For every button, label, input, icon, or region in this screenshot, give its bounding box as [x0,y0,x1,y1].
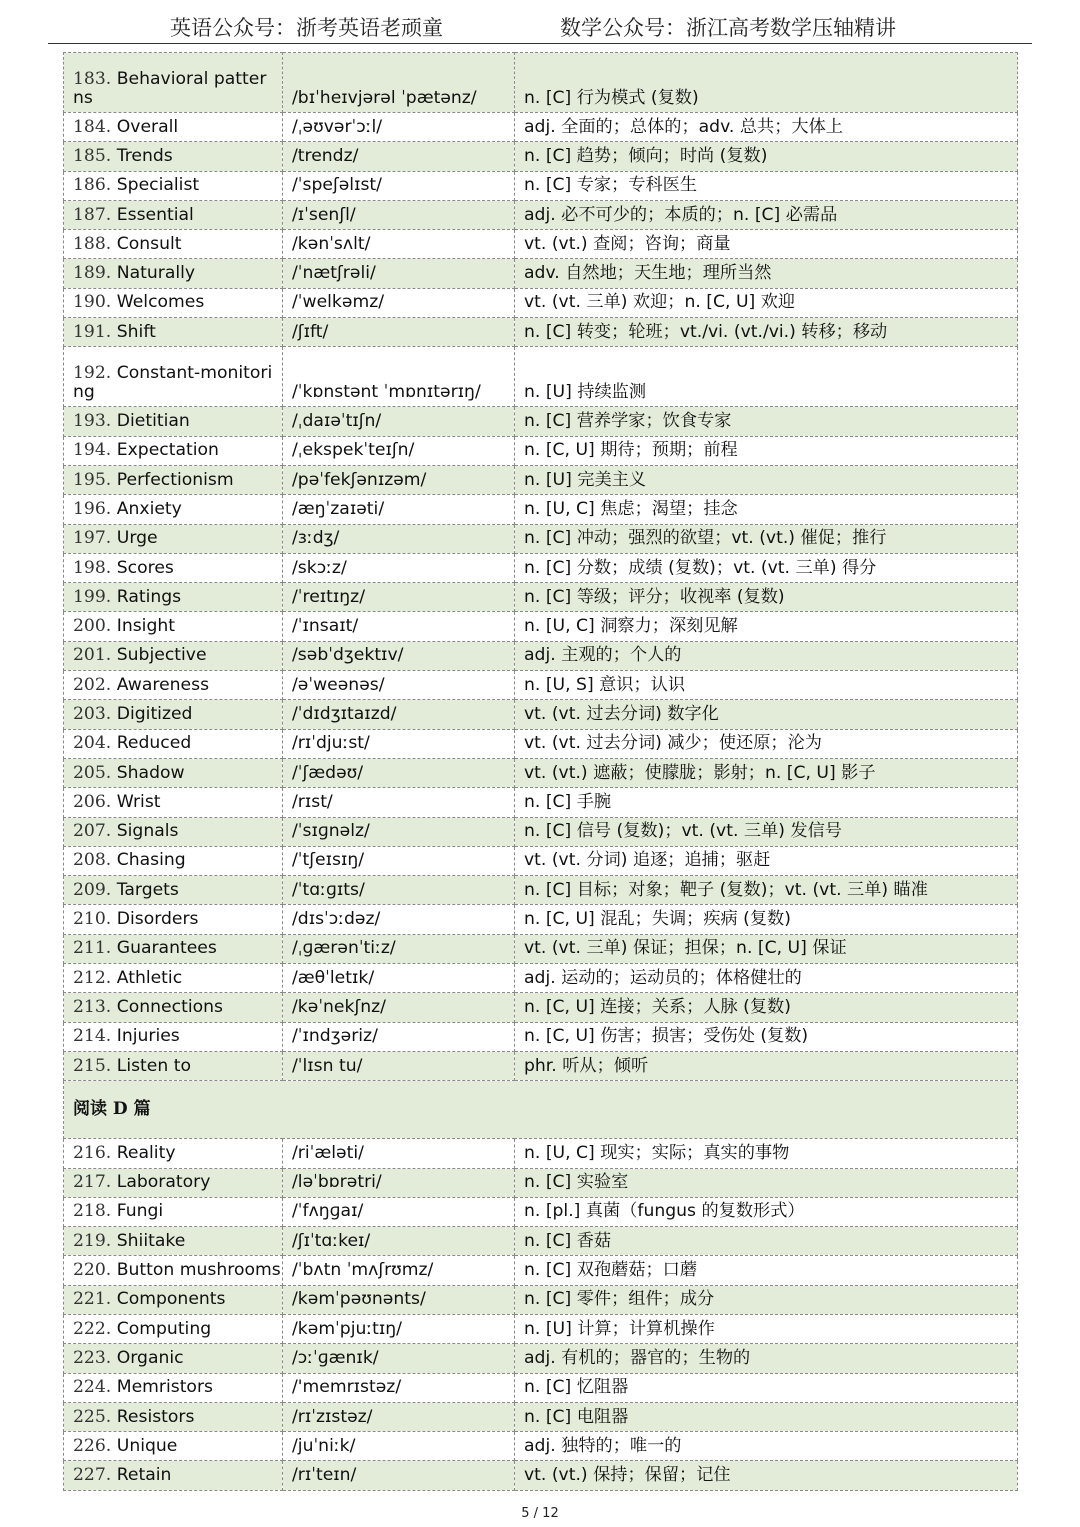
entry-word: Welcomes [116,292,205,313]
entry-number: 191. [73,321,112,342]
meaning-cell: vt. (vt. 三单) 欢迎；n. [C, U] 欢迎 [515,288,1018,317]
table-row [64,53,1018,113]
meaning-cell: n. [U, C] 焦虑；渴望；挂念 [515,495,1018,524]
phonetic-cell: /ˈkɒnstənt ˈmɒnɪtərɪŋ/ [283,347,515,407]
phonetic-cell: /trendz/ [283,142,515,171]
entry-number: 214. [73,1026,112,1047]
meaning-cell: n. [U, C] 洞察力；深刻见解 [515,612,1018,641]
word-cell [64,495,283,524]
entry-number: 188. [73,233,112,254]
table-row [64,1373,1018,1402]
entry-word: Naturally [116,263,196,284]
entry-word: Shift [116,321,156,342]
entry-word: Computing [116,1318,212,1339]
phonetic-cell: /kəmˈpəʊnənts/ [283,1285,515,1314]
table-row [64,993,1018,1022]
entry-word: Wrist [116,791,161,812]
entry-number: 215. [73,1055,112,1076]
entry-word: Laboratory [116,1172,211,1193]
table-row [64,113,1018,142]
table-row [64,1168,1018,1197]
meaning-cell: vt. (vt.) 保持；保留；记住 [515,1461,1018,1490]
phonetic-cell: /æθˈletɪk/ [283,964,515,993]
entry-number: 217. [73,1172,112,1193]
entry-word: Signals [116,821,179,842]
table-row [64,1432,1018,1461]
entry-word: Subjective [116,645,207,666]
entry-word: Disorders [116,909,199,930]
entry-number: 223. [73,1347,112,1368]
meaning-cell: adj. 有机的；器官的；生物的 [515,1344,1018,1373]
entry-word: Chasing [116,850,186,871]
entry-number: 192. [73,363,112,384]
table-row [64,934,1018,963]
word-cell [64,436,283,465]
entry-number: 186. [73,175,112,196]
word-cell [64,1432,283,1461]
entry-word: Shadow [116,762,185,783]
phonetic-cell: /ˈfʌŋɡaɪ/ [283,1197,515,1226]
meaning-cell: n. [C] 冲动；强烈的欲望；vt. (vt.) 催促；推行 [515,524,1018,553]
phonetic-cell: /dɪsˈɔːdəz/ [283,905,515,934]
meaning-cell: n. [C, U] 期待；预期；前程 [515,436,1018,465]
word-cell [64,1139,283,1168]
entry-word: Resistors [116,1406,195,1427]
word-cell [64,230,283,259]
meaning-cell: n. [C] 实验室 [515,1168,1018,1197]
meaning-cell: vt. (vt. 三单) 保证；担保；n. [C, U] 保证 [515,934,1018,963]
word-cell [64,142,283,171]
entry-word: Retain [116,1465,172,1486]
table-row [64,1256,1018,1285]
entry-number: 226. [73,1435,112,1456]
meaning-cell: n. [C] 等级；评分；收视率 (复数) [515,583,1018,612]
phonetic-cell: /kəˈnekʃnz/ [283,993,515,1022]
entry-word: Anxiety [116,498,182,519]
meaning-cell: n. [C, U] 连接；关系；人脉 (复数) [515,993,1018,1022]
header-english-account: 英语公众号：浙考英语老顽童 [170,16,443,40]
entry-word: Dietitian [116,411,190,432]
entry-word: Targets [116,879,179,900]
phonetic-cell: /ˈɪndʒəriz/ [283,1022,515,1051]
word-cell [64,612,283,641]
entry-word: Consult [116,233,182,254]
page-number: 5 / 12 [521,1506,559,1521]
word-cell [64,1227,283,1256]
entry-word: Essential [116,204,194,225]
table-row [64,407,1018,436]
entry-word: Components [116,1289,226,1310]
word-cell [64,524,283,553]
entry-number: 194. [73,440,112,461]
entry-number: 205. [73,762,112,783]
phonetic-cell: /ˈtɑːɡɪts/ [283,876,515,905]
entry-word: Shiitake [116,1230,186,1251]
word-cell [64,934,283,963]
entry-number: 198. [73,557,112,578]
word-cell [64,171,283,200]
meaning-cell: n. [U] 持续监测 [515,347,1018,407]
table-row [64,524,1018,553]
table-row [64,465,1018,494]
word-cell [64,1344,283,1373]
word-cell [64,788,283,817]
meaning-cell: n. [C] 电阻器 [515,1402,1018,1431]
entry-number: 208. [73,850,112,871]
entry-number: 189. [73,263,112,284]
meaning-cell: n. [C] 营养学家；饮食专家 [515,407,1018,436]
entry-word: Behavioral patterns [73,69,267,108]
vocabulary-rows-after [64,1139,1018,1491]
word-cell [64,1285,283,1314]
meaning-cell: adj. 主观的；个人的 [515,641,1018,670]
table-row [64,1285,1018,1314]
entry-number: 200. [73,616,112,637]
word-cell [64,553,283,582]
word-cell [64,1051,283,1080]
page-header [0,12,1080,46]
entry-number: 210. [73,909,112,930]
table-row [64,1051,1018,1080]
entry-number: 213. [73,996,112,1017]
entry-word: Trends [116,145,173,166]
phonetic-cell: /æŋˈzaɪəti/ [283,495,515,524]
table-row [64,142,1018,171]
phonetic-cell: /ɜːdʒ/ [283,524,515,553]
meaning-cell: adj. 运动的；运动员的；体格健壮的 [515,964,1018,993]
table-row [64,846,1018,875]
phonetic-cell: /bɪˈheɪvjərəl ˈpætənz/ [283,53,515,113]
entry-number: 211. [73,938,112,959]
table-row [64,905,1018,934]
entry-number: 183. [73,69,112,89]
meaning-cell: n. [U] 完美主义 [515,465,1018,494]
phonetic-cell: /ˈreɪtɪŋz/ [283,583,515,612]
entry-number: 227. [73,1465,112,1486]
meaning-cell: n. [C] 手腕 [515,788,1018,817]
phonetic-cell: /səbˈdʒektɪv/ [283,641,515,670]
phonetic-cell: /ˌɡærənˈtiːz/ [283,934,515,963]
meaning-cell: phr. 听从；倾听 [515,1051,1018,1080]
entry-word: Connections [116,996,223,1017]
word-cell [64,1461,283,1490]
word-cell [64,1256,283,1285]
entry-word: Athletic [116,967,183,988]
table-row [64,171,1018,200]
phonetic-cell: /ˈɪnsaɪt/ [283,612,515,641]
word-cell [64,641,283,670]
entry-word: Guarantees [116,938,217,959]
phonetic-cell: /kənˈsʌlt/ [283,230,515,259]
meaning-cell: n. [C] 行为模式 (复数) [515,53,1018,113]
vocabulary-rows-before [64,53,1018,1081]
table-row [64,230,1018,259]
word-cell [64,729,283,758]
word-cell [64,1022,283,1051]
phonetic-cell: /ˌəʊvərˈɔːl/ [283,113,515,142]
table-row [64,200,1018,229]
table-row [64,700,1018,729]
phonetic-cell: /ˈdɪdʒɪtaɪzd/ [283,700,515,729]
word-cell [64,583,283,612]
word-cell [64,259,283,288]
phonetic-cell: /ˌekspekˈteɪʃn/ [283,436,515,465]
table-row [64,758,1018,787]
meaning-cell: n. [C] 零件；组件；成分 [515,1285,1018,1314]
word-cell [64,1168,283,1197]
entry-number: 184. [73,116,112,137]
section-header-row [64,1081,1018,1139]
phonetic-cell: /'memrɪstəz/ [283,1373,515,1402]
phonetic-cell: /juˈniːk/ [283,1432,515,1461]
entry-number: 202. [73,674,112,695]
entry-word: Injuries [116,1026,180,1047]
phonetic-cell: /əˈweənəs/ [283,671,515,700]
meaning-cell: n. [C] 信号 (复数)；vt. (vt. 三单) 发信号 [515,817,1018,846]
meaning-cell: n. [C] 双孢蘑菇；口蘑 [515,1256,1018,1285]
table-row [64,729,1018,758]
phonetic-cell: /ləˈbɒrətri/ [283,1168,515,1197]
header-divider [48,43,1032,44]
phonetic-cell: /rɪst/ [283,788,515,817]
entry-number: 196. [73,498,112,519]
entry-word: Specialist [116,175,200,196]
word-cell [64,347,283,407]
table-row [64,318,1018,347]
entry-number: 218. [73,1201,112,1222]
table-row [64,1022,1018,1051]
meaning-cell: n. [C] 趋势；倾向；时尚 (复数) [515,142,1018,171]
table-row [64,436,1018,465]
phonetic-cell: /rɪˈteɪn/ [283,1461,515,1490]
table-row [64,1227,1018,1256]
word-cell [64,200,283,229]
phonetic-cell: /rɪˈzɪstəz/ [283,1402,515,1431]
entry-number: 190. [73,292,112,313]
entry-number: 212. [73,967,112,988]
table-row [64,1139,1018,1168]
phonetic-cell: /ˈbʌtn ˈmʌʃrʊmz/ [283,1256,515,1285]
phonetic-cell: /rɪˈdjuːst/ [283,729,515,758]
word-cell [64,817,283,846]
entry-number: 220. [73,1260,112,1281]
meaning-cell: n. [C, U] 混乱；失调；疾病 (复数) [515,905,1018,934]
word-cell [64,846,283,875]
meaning-cell: adj. 全面的；总体的；adv. 总共；大体上 [515,113,1018,142]
meaning-cell: n. [C] 忆阻器 [515,1373,1018,1402]
entry-number: 207. [73,821,112,842]
table-row [64,671,1018,700]
table-row [64,553,1018,582]
phonetic-cell: /ɪˈsenʃl/ [283,200,515,229]
meaning-cell: adj. 必不可少的；本质的；n. [C] 必需品 [515,200,1018,229]
word-cell [64,1197,283,1226]
meaning-cell: n. [C] 目标；对象；靶子 (复数)；vt. (vt. 三单) 瞄准 [515,876,1018,905]
entry-number: 203. [73,703,112,724]
entry-number: 219. [73,1230,112,1251]
entry-number: 224. [73,1377,112,1398]
table-row [64,964,1018,993]
phonetic-cell: /ˈnætʃrəli/ [283,259,515,288]
entry-number: 204. [73,733,112,754]
entry-word: Overall [116,116,179,137]
table-row [64,788,1018,817]
entry-word: Fungi [116,1201,164,1222]
entry-word: Ratings [116,586,182,607]
entry-word: Insight [116,616,175,637]
table-row [64,288,1018,317]
entry-number: 187. [73,204,112,225]
entry-word: Reality [116,1142,176,1163]
word-cell [64,318,283,347]
table-row [64,1344,1018,1373]
meaning-cell: vt. (vt.) 查阅；咨询；商量 [515,230,1018,259]
phonetic-cell: /ˈlɪsn tu/ [283,1051,515,1080]
meaning-cell: n. [U, S] 意识；认识 [515,671,1018,700]
header-math-account: 数学公众号：浙江高考数学压轴精讲 [560,16,896,40]
meaning-cell: n. [U] 计算；计算机操作 [515,1314,1018,1343]
word-cell [64,53,283,113]
entry-word: Scores [116,557,174,578]
entry-word: Expectation [116,440,219,461]
entry-number: 199. [73,586,112,607]
phonetic-cell: /ɔːˈɡænɪk/ [283,1344,515,1373]
entry-number: 209. [73,879,112,900]
word-cell [64,1373,283,1402]
phonetic-cell: /pəˈfekʃənɪzəm/ [283,465,515,494]
phonetic-cell: /riˈæləti/ [283,1139,515,1168]
entry-number: 221. [73,1289,112,1310]
meaning-cell: n. [C] 转变；轮班；vt./vi. (vt./vi.) 转移；移动 [515,318,1018,347]
word-cell [64,758,283,787]
meaning-cell: n. [C] 香菇 [515,1227,1018,1256]
meaning-cell: n. [C] 分数；成绩 (复数)；vt. (vt. 三单) 得分 [515,553,1018,582]
meaning-cell: adv. 自然地；天生地；理所当然 [515,259,1018,288]
entry-word: Perfectionism [116,469,234,490]
phonetic-cell: /ˈwelkəmz/ [283,288,515,317]
phonetic-cell: /ˈspeʃəlɪst/ [283,171,515,200]
word-cell [64,700,283,729]
entry-word: Reduced [116,733,192,754]
meaning-cell: adj. 独特的；唯一的 [515,1432,1018,1461]
word-cell [64,671,283,700]
entry-word: Memristors [116,1377,213,1398]
section-title: 阅读 D 篇 [64,1081,1018,1139]
entry-word: Organic [116,1347,184,1368]
phonetic-cell: /ʃɪft/ [283,318,515,347]
meaning-cell: n. [pl.] 真菌（fungus 的复数形式） [515,1197,1018,1226]
entry-number: 195. [73,469,112,490]
word-cell [64,465,283,494]
table-row [64,641,1018,670]
phonetic-cell: /ˈsɪɡnəlz/ [283,817,515,846]
entry-word: Unique [116,1435,178,1456]
phonetic-cell: /skɔːz/ [283,553,515,582]
entry-number: 197. [73,528,112,549]
phonetic-cell: /ˌdaɪəˈtɪʃn/ [283,407,515,436]
meaning-cell: vt. (vt. 分词) 追逐；追捕；驱赶 [515,846,1018,875]
word-cell [64,876,283,905]
word-cell [64,288,283,317]
word-cell [64,905,283,934]
entry-number: 185. [73,145,112,166]
meaning-cell: n. [U, C] 现实；实际；真实的事物 [515,1139,1018,1168]
table-row [64,612,1018,641]
entry-number: 206. [73,791,112,812]
table-row [64,1197,1018,1226]
table-row [64,347,1018,407]
phonetic-cell: /ʃɪˈtɑːkeɪ/ [283,1227,515,1256]
meaning-cell: vt. (vt. 过去分词) 数字化 [515,700,1018,729]
entry-word: Awareness [116,674,210,695]
vocabulary-table [63,52,1018,1491]
meaning-cell: vt. (vt.) 遮蔽；使朦胧；影射；n. [C, U] 影子 [515,758,1018,787]
table-row [64,876,1018,905]
table-row [64,817,1018,846]
entry-number: 216. [73,1142,112,1163]
entry-word: Listen to [116,1055,191,1076]
word-cell [64,1402,283,1431]
entry-number: 225. [73,1406,112,1427]
table-row [64,1461,1018,1490]
entry-number: 222. [73,1318,112,1339]
entry-number: 193. [73,411,112,432]
entry-word: Urge [116,528,158,549]
entry-word: Button mushrooms [116,1260,281,1281]
word-cell [64,407,283,436]
meaning-cell: vt. (vt. 过去分词) 减少；使还原；沦为 [515,729,1018,758]
entry-word: Digitized [116,703,193,724]
phonetic-cell: /ˈtʃeɪsɪŋ/ [283,846,515,875]
meaning-cell: n. [C, U] 伤害；损害；受伤处 (复数) [515,1022,1018,1051]
word-cell [64,113,283,142]
word-cell [64,993,283,1022]
word-cell [64,1314,283,1343]
phonetic-cell: /kəmˈpjuːtɪŋ/ [283,1314,515,1343]
word-cell [64,964,283,993]
phonetic-cell: /ˈʃædəʊ/ [283,758,515,787]
table-row [64,1402,1018,1431]
table-row [64,583,1018,612]
meaning-cell: n. [C] 专家；专科医生 [515,171,1018,200]
table-row [64,495,1018,524]
table-row [64,259,1018,288]
entry-word: Constant-monitoring [73,363,273,403]
table-row [64,1314,1018,1343]
entry-number: 201. [73,645,112,666]
